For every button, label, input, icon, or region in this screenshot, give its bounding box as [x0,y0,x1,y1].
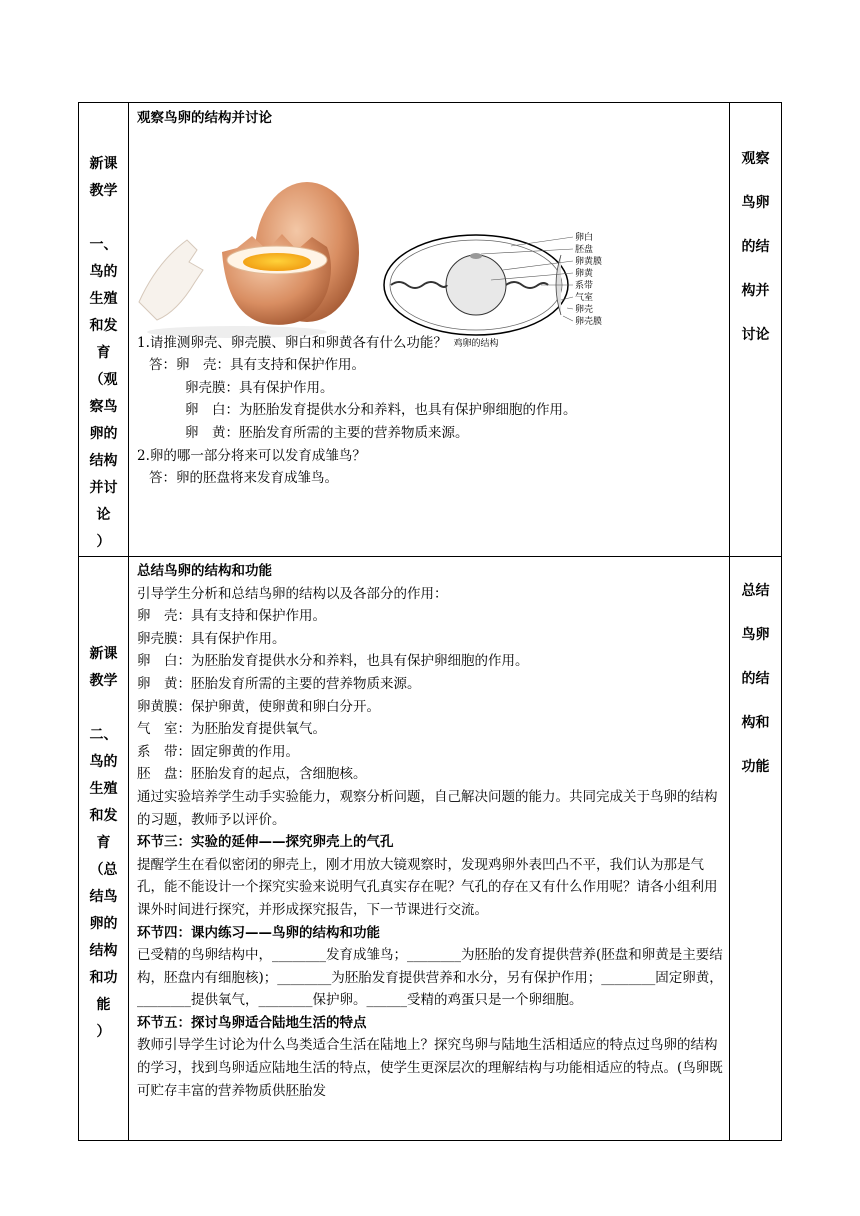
summary-label-char: 鸟卵 [741,627,770,643]
stage-label-char: 二、 [89,727,118,743]
row2-summary-cell [730,557,782,1141]
summary-label-char: 的结 [741,239,770,255]
row1-stage-cell [79,103,129,557]
diagram-label: 卵黄膜 [575,256,603,267]
stage-label-char: 和功 [89,970,118,986]
stage-label-char [79,695,128,722]
content-line: 卵 白：为胚胎发育提供水分和养料，也具有保护卵细胞的作用。 [137,653,529,670]
row1-summary-cell [730,103,782,557]
egg-structure-diagram [381,190,631,390]
content-line: 卵壳膜：具有保护作用。 [137,630,286,647]
stage-label-char: 卵的 [89,426,118,442]
stage-label-char: 和发 [89,808,118,824]
content-line: 卵 壳：具有支持和保护作用。 [137,608,326,625]
summary-label-char: 总结 [741,583,770,599]
content-line: 气 室：为胚胎发育提供氧气。 [137,721,326,738]
stage-label-char: 新课 [89,646,118,662]
stage-label-char: 育 [96,835,111,851]
stage-label-char: 鸟的 [89,754,118,770]
table-row [79,557,782,1141]
summary-label-char: 构和 [741,715,770,731]
stage-label-char: 结鸟 [89,889,118,905]
diagram-label: 卵白 [575,232,594,243]
answer-line: 卵壳膜：具有保护作用。 [185,379,334,396]
stage-label-char: 卵的 [89,916,118,932]
stage-label-char [79,205,128,232]
lesson-plan-table [78,102,782,1141]
stage-label-char: 一、 [89,237,118,253]
section-5-title: 环节五：探讨鸟卵适合陆地生活的特点 [137,1014,367,1031]
table-row [79,103,782,557]
question-2: 2.卵的哪一部分将来可以发育成雏鸟？ [137,447,366,464]
summary-label-char: 构并 [741,283,770,299]
answer-line: 答：卵 壳：具有支持和保护作用。 [149,357,365,374]
summary-label-char: 功能 [741,759,770,775]
diagram-label: 系带 [575,280,594,291]
section-3-text: 提醒学生在看似密闭的卵壳上，刚才用放大镜观察时，发现鸡卵外表凹凸不平，我们认为那是气孔，能不能设计一个探究实验来说明气孔真实存在呢？气孔的存在又有什么作用呢？请各小组利用课外时间进行探究，并形成探究报告，下一节课进行交流。 [137,856,718,918]
stage-label-char: 新课 [89,156,118,172]
stage-label-char: 并讨 [89,480,118,496]
summary-label-char: 的结 [741,671,770,687]
stage-label-char: 教学 [89,673,118,689]
diagram-label: 卵壳膜 [575,316,603,327]
row2-stage-cell [79,557,129,1141]
summary-label-char: 鸟卵 [741,195,770,211]
answer-line: 卵 黄：胚胎发育所需的主要的营养物质来源。 [185,424,469,441]
content-line: 卵 黄：胚胎发育所需的主要的营养物质来源。 [137,675,421,692]
stage-label-char: 结构 [89,453,118,469]
answer-2: 答：卵的胚盘将来发育成雏鸟。 [149,470,338,487]
section-4-title: 环节四：课内练习——鸟卵的结构和功能 [137,924,380,941]
content-line: 系 带：固定卵黄的作用。 [137,743,299,760]
content-line: 胚 盘：胚胎发育的起点，含细胞核。 [137,766,367,783]
stage-label-char: 生殖 [89,291,118,307]
answer-line: 卵 白：为胚胎发育提供水分和养料，也具有保护卵细胞的作用。 [185,402,577,419]
diagram-label: 卵壳 [575,304,594,315]
stage-label-char: ） [96,1024,111,1040]
question-1: 1.请推测卵壳、卵壳膜、卵白和卵黄各有什么功能？ [137,334,447,351]
stage-label-char: 教学 [89,183,118,199]
row1-content-cell [129,103,730,557]
row1-title: 观察鸟卵的结构并讨论 [137,110,272,126]
stage-label-char: 察鸟 [89,399,118,415]
row2-title: 总结鸟卵的结构和功能 [137,563,272,579]
content-line: 通过实验培养学生动手实验能力，观察分析问题，自己解决问题的能力。共同完成关于鸟卵的结构的习题，教师予以评价。 [137,788,718,828]
content-line: 引导学生分析和总结鸟卵的结构以及各部分的作用： [137,585,448,602]
row2-content-cell [129,557,730,1141]
section-4-text: 已受精的鸟卵结构中，________发育成雏鸟；________为胚胎的发育提供营养(胚盘和卵黄是主要结构，胚盘内有细胞核)；________为胚胎发育提供营养和水分，另有保护作用；________固定卵黄，________提供氧气，________保护卵。______受精的鸡蛋只是一个卵细胞。 [137,947,723,1009]
stage-label-char: 生殖 [89,781,118,797]
stage-label-char: （总 [89,862,118,878]
summary-label-char: 讨论 [741,327,770,343]
diagram-label: 气室 [575,292,594,303]
stage-label-char: 能 [96,997,111,1013]
stage-label-char: 鸟的 [89,264,118,280]
stage-label-char: 育 [96,345,111,361]
diagram-label: 胚盘 [575,244,594,255]
stage-label-char: 和发 [89,318,118,334]
stage-label-char: （观 [89,372,118,388]
content-line: 卵黄膜：保护卵黄，使卵黄和卵白分开。 [137,698,380,715]
section-5-text: 教师引导学生讨论为什么鸟类适合生活在陆地上？探究鸟卵与陆地生活相适应的特点过鸟卵的结构的学习，找到鸟卵适应陆地生活的特点，使学生更深层次的理解结构与功能相适应的特点。(鸟卵既可贮存丰富的营养物质供胚胎发 [137,1037,723,1099]
broken-egg-photo [137,142,367,342]
diagram-label: 卵黄 [575,268,594,279]
stage-label-char: 结构 [89,943,118,959]
diagram-caption: 鸡卵的结构 [453,338,499,349]
summary-label-char: 观察 [741,151,770,167]
section-3-title: 环节三：实验的延伸——探究卵壳上的气孔 [137,834,394,851]
stage-label-char: ） [96,534,111,550]
stage-label-char: 论 [96,507,111,523]
